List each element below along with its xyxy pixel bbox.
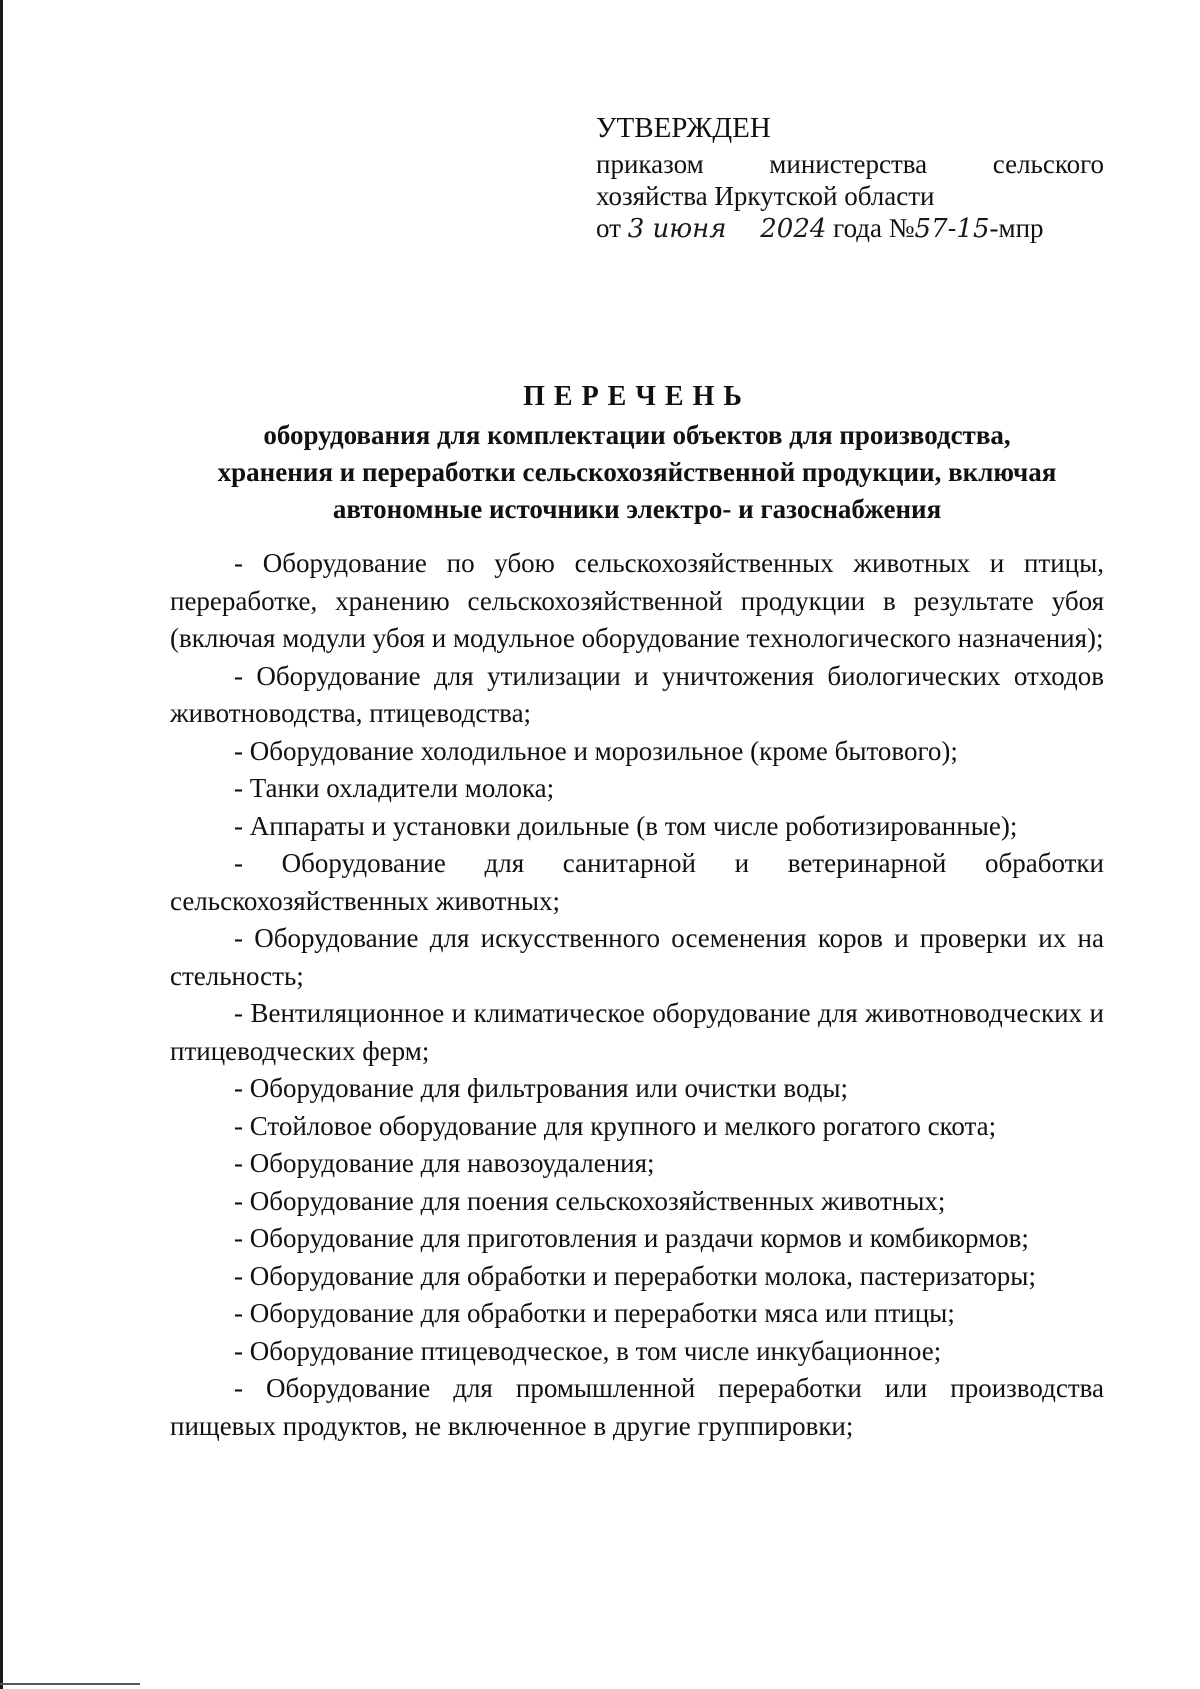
approval-line-1: приказом министерства сельского bbox=[596, 149, 1104, 179]
list-item: - Аппараты и установки доильные (в том числе роботизированные); bbox=[234, 810, 1018, 841]
scan-edge-bottom bbox=[0, 1683, 140, 1685]
title-line-3: автономные источники электро- и газоснабжения bbox=[332, 494, 942, 524]
title-word: ПЕРЕЧЕНЬ bbox=[523, 381, 751, 412]
list-item: - Оборудование по убою сельскохозяйственных животных и птицы, переработке, хранению сельскохозяйственной продукции в результате убоя (включая модули убоя и модульное оборудование технологического назначения); bbox=[170, 548, 1104, 653]
list-item: - Оборудование для поения сельскохозяйственных животных; bbox=[234, 1185, 946, 1216]
number-suffix: -мпр bbox=[989, 213, 1044, 243]
approval-stamp bbox=[596, 112, 1104, 245]
list-item: - Оборудование для санитарной и ветеринарной обработки сельскохозяйственных животных; bbox=[170, 848, 1104, 916]
list-item: - Оборудование птицеводческое, в том числе инкубационное; bbox=[234, 1335, 942, 1366]
title-line-1: оборудования для комплектации объектов для производства, bbox=[263, 420, 1011, 450]
title-line-2: хранения и переработки сельскохозяйственной продукции, включая bbox=[217, 457, 1057, 487]
approval-line-2: хозяйства Иркутской области bbox=[596, 181, 935, 211]
approval-date-line bbox=[596, 212, 1104, 245]
list-item: - Оборудование холодильное и морозильное (кроме бытового); bbox=[234, 735, 958, 766]
handwritten-year: 2024 bbox=[760, 214, 827, 244]
list-item: - Стойловое оборудование для крупного и мелкого рогатого скота; bbox=[234, 1110, 997, 1141]
list-item: - Оборудование для приготовления и раздачи кормов и комбикормов; bbox=[234, 1223, 1029, 1253]
number-prefix: № bbox=[888, 213, 915, 243]
year-word: года bbox=[833, 213, 883, 243]
scan-edge-left bbox=[0, 0, 3, 1689]
list-item: - Оборудование для навозоудаления; bbox=[234, 1148, 655, 1178]
list-item: - Оборудование для утилизации и уничтожения биологических отходов животноводства, птицеводства; bbox=[170, 660, 1104, 728]
document-title bbox=[170, 378, 1104, 528]
approved-heading: УТВЕРЖДЕН bbox=[596, 112, 771, 144]
list-item: - Оборудование для искусственного осеменения коров и проверки их на стельность; bbox=[170, 923, 1104, 991]
handwritten-date: 3 июня bbox=[627, 214, 727, 244]
equipment-list bbox=[170, 545, 1104, 1445]
date-prefix: от bbox=[596, 213, 621, 243]
list-item: - Оборудование для обработки и переработки мяса или птицы; bbox=[234, 1298, 955, 1328]
list-item: - Вентиляционное и климатическое оборудование для животноводческих и птицеводческих ферм; bbox=[170, 998, 1104, 1066]
list-item: - Оборудование для фильтрования или очистки воды; bbox=[234, 1073, 849, 1103]
list-item: - Танки охладители молока; bbox=[234, 773, 555, 803]
list-item: - Оборудование для промышленной переработки или производства пищевых продуктов, не включенное в другие группировки; bbox=[170, 1373, 1104, 1441]
handwritten-number: 57-15 bbox=[914, 214, 990, 244]
list-item: - Оборудование для обработки и переработки молока, пастеризаторы; bbox=[234, 1260, 1036, 1291]
